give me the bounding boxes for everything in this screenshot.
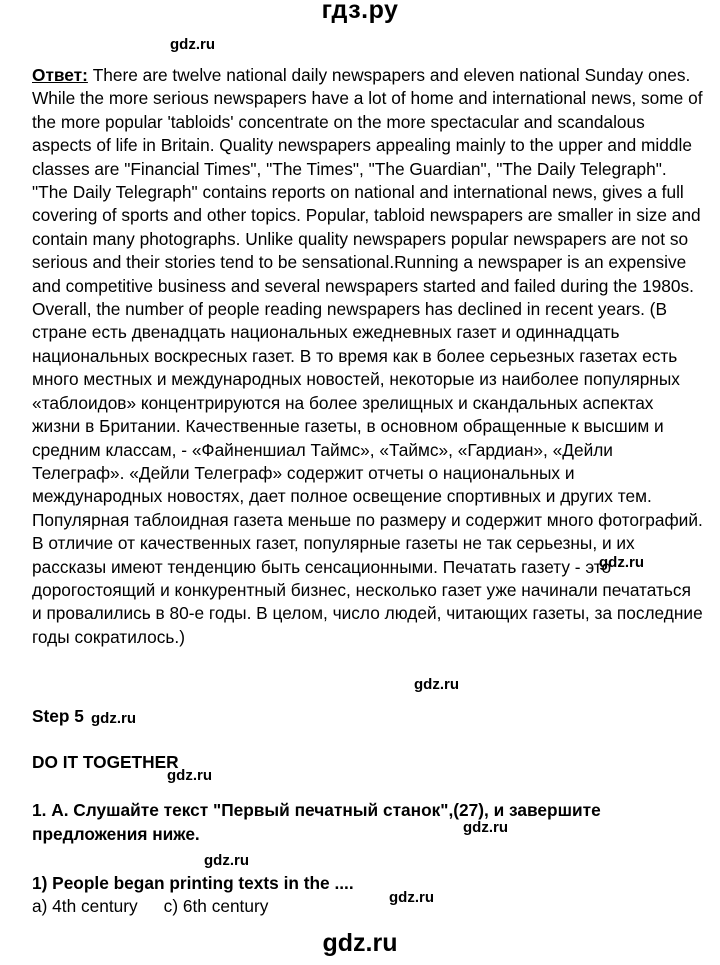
watermark: gdz.ru xyxy=(91,710,136,727)
task-instruction-line2: предложения ниже. xyxy=(32,824,200,844)
watermark: gdz.ru xyxy=(414,676,459,693)
section-heading: DO IT TOGETHER xyxy=(32,752,179,772)
option-a: a) 4th century xyxy=(32,896,138,916)
watermark: gdz.ru xyxy=(599,554,644,571)
watermark: gdz.ru xyxy=(167,767,212,784)
answer-label: Ответ: xyxy=(32,65,88,85)
watermark: gdz.ru xyxy=(389,889,434,906)
task-instruction-line1: 1. А. Слушайте текст "Первый печатный станок",(27), и завершите xyxy=(32,800,601,820)
watermark: gdz.ru xyxy=(170,36,215,53)
answer-text: There are twelve national daily newspapers and eleven national Sunday ones. While the more serious newspapers have a lot of home and international news, some of the more popular 'tabloids' concentrate on the more spectacular and scandalous aspects of life in Britain. Quality newspapers appealing mainly to the upper and middle classes are "Financial Times", "The Times", "The Guardian", "The Daily Telegraph". "The Daily Telegraph" contains reports on national and international news, gives a full covering of sports and other topics. Popular, tabloid newspapers are smaller in size and contain many photographs. Unlike quality newspapers popular newspapers are not so serious and their stories tend to be sensational.Running a newspaper is an expensive and competitive business and several newspapers started and failed during the 1980s. Overall, the number of people reading newspapers has declined in recent years. (В стране есть двенадцать национальных ежедневных газет и одиннадцать национальных воскресных газет. В то время как в более серьезных газетах есть много местных и международных новостей, некоторые из наиболее популярных «таблоидов» концентрируются на более зрелищных и скандальных аспектах жизни в Британии. Качественные газеты, в основном обращенные к высшим и средним классам, - «Файненшиал Таймс», «Таймс», «Гардиан», «Дейли Телеграф». «Дейли Телеграф» содержит отчеты о национальных и международных новостях, дает полное освещение спортивных и других тем. Популярная таблоидная газета меньше по размеру и содержит много фотографий. В отличие от качественных газет, популярные газеты не так серьезны, и их рассказы имеют тенденцию быть сенсационными. Печатать газету - это дорогостоящий и конкурентный бизнес, несколько газет уже начинали печататься и провалились в 80-е годы. В целом, число людей, читающих газеты, за последние годы сократилось.) xyxy=(32,65,703,647)
question-options xyxy=(32,895,268,918)
site-footer-title: gdz.ru xyxy=(322,929,398,957)
site-header-title: гдз.ру xyxy=(321,0,399,24)
step-title: Step 5 xyxy=(32,706,84,726)
step-heading xyxy=(32,705,84,728)
watermark: gdz.ru xyxy=(204,852,249,869)
question-text: 1) People began printing texts in the .... xyxy=(32,873,354,893)
watermark: gdz.ru xyxy=(463,819,508,836)
option-c: c) 6th century xyxy=(163,896,269,916)
